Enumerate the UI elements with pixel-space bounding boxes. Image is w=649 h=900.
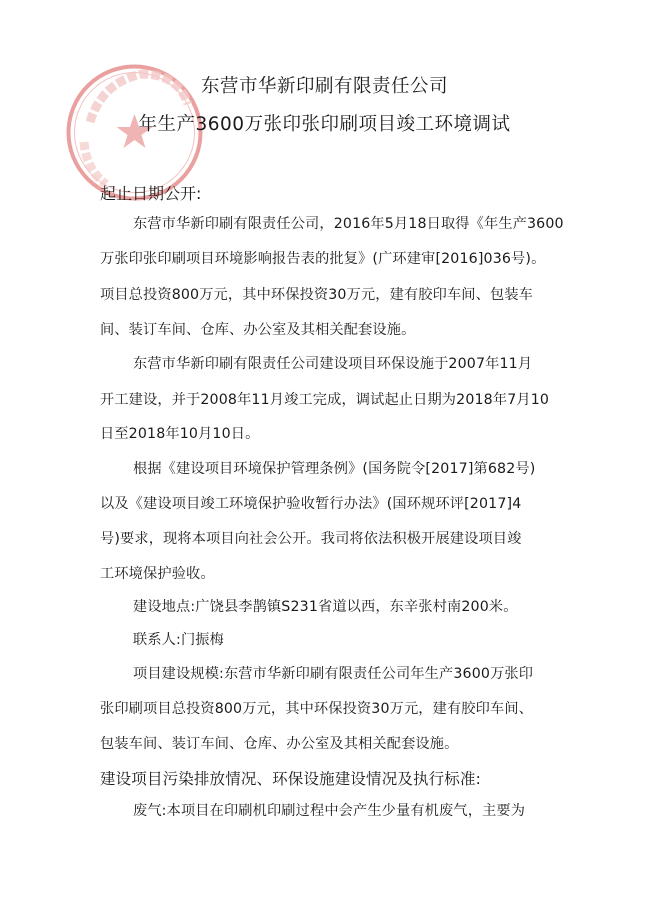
contact-person: 联系人:门振梅 — [133, 632, 224, 648]
paragraph-line: 东营市华新印刷有限责任公司建设项目环保设施于2007年11月 — [133, 356, 533, 372]
paragraph-line: 工环境保护验收。 — [100, 566, 215, 582]
paragraph-line: 万张印张印刷项目环境影响报告表的批复》(广环建审[2016]036号)。 — [100, 251, 546, 267]
paragraph-line: 项目总投资800万元，其中环保投资30万元，建有胶印车间、包装车 — [100, 287, 533, 303]
document-title-project: 年生产3600万张印张印刷项目竣工环境调试 — [138, 114, 511, 135]
paragraph-line: 项目建设规模:东营市华新印刷有限责任公司年生产3600万张印 — [133, 666, 534, 682]
paragraph-line: 东营市华新印刷有限责任公司，2016年5月18日取得《年生产3600 — [133, 216, 564, 232]
section-heading-dates: 起止日期公开: — [100, 184, 202, 203]
paragraph-line: 包装车间、装订车间、仓库、办公室及其相关配套设施。 — [100, 736, 459, 752]
paragraph-line: 开工建设，并于2008年11月竣工完成，调试起止日期为2018年7月10 — [100, 392, 550, 408]
paragraph-line: 间、装订车间、仓库、办公室及其相关配套设施。 — [100, 322, 416, 338]
paragraph-line: 日至2018年10月10日。 — [100, 426, 260, 442]
paragraph-line: 张印刷项目总投资800万元，其中环保投资30万元，建有胶印车间、 — [100, 701, 533, 717]
document-title-company: 东营市华新印刷有限责任公司 — [200, 76, 448, 97]
paragraph-line: 以及《建设项目竣工环境保护验收暂行办法》(国环规环评[2017]4 — [100, 496, 522, 512]
paragraph-line: 根据《建设项目环境保护管理条例》(国务院令[2017]第682号) — [133, 461, 536, 477]
construction-location: 建设地点:广饶县李鹊镇S231省道以西，东辛张村南200米。 — [133, 599, 518, 615]
section-heading-pollution: 建设项目污染排放情况、环保设施建设情况及执行标准: — [100, 770, 481, 788]
paragraph-line: 废气:本项目在印刷机印刷过程中会产生少量有机废气，主要为 — [133, 803, 526, 819]
paragraph-line: 号)要求，现将本项目向社会公开。我司将依法积极开展建设项目竣 — [100, 531, 522, 547]
